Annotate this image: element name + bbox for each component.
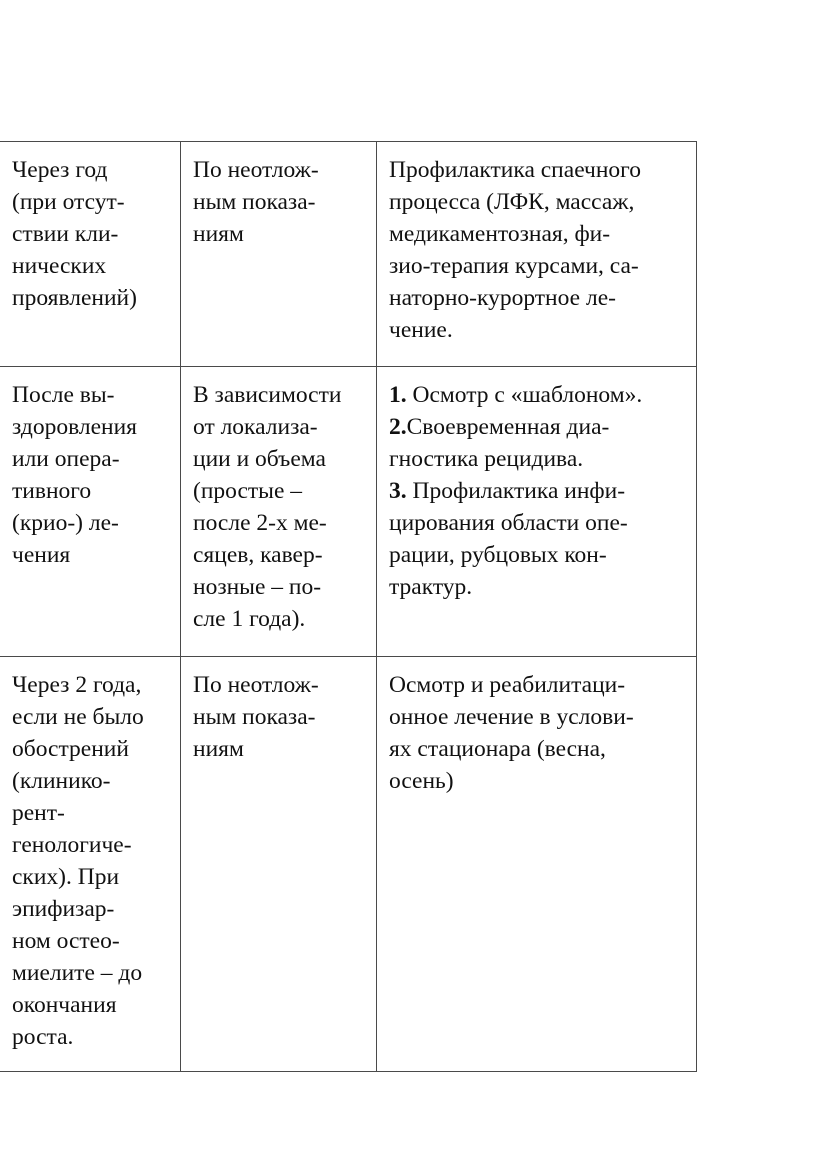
item-text: цирования области опе- (389, 510, 628, 536)
cell-text-line: ции и объема (193, 446, 326, 472)
cell-text-line: проявлений) (12, 285, 137, 311)
item-text: чение. (389, 317, 453, 343)
cell-text-line: ным показа- (193, 704, 316, 730)
cell-text-line: После вы- (12, 382, 115, 408)
cell-text-line: если не было (12, 704, 144, 730)
cell-text-line: тивного (12, 478, 92, 504)
measures-cell (377, 367, 697, 657)
measures-cell (377, 142, 697, 367)
cell-text-line (389, 571, 688, 603)
cell-text-line: нических (12, 253, 107, 279)
cell-text-line: Через год (12, 157, 108, 183)
cell-text-line: здоровления (12, 414, 137, 440)
cell-text-line (389, 443, 688, 475)
cell-text-line (389, 218, 688, 250)
cell-text-line: сле 1 года). (193, 606, 306, 632)
item-text: наторно-курортное ле- (389, 285, 616, 311)
cell-text-line: (клинико- (12, 768, 111, 794)
observation-period-cell (0, 142, 181, 367)
item-text: рации, рубцовых кон- (389, 542, 607, 568)
cell-text-line: после 2-х ме- (193, 510, 327, 536)
cell-text-line: чения (12, 542, 71, 568)
item-text: осень) (389, 768, 454, 794)
cell-text-line: Через 2 года, (12, 672, 142, 698)
item-text: процесса (ЛФК, массаж, (389, 189, 635, 215)
cell-text-line (389, 669, 688, 701)
cell-text-line: (при отсут- (12, 189, 125, 215)
cell-text-line: ным показа- (193, 189, 316, 215)
cell-text-line (389, 250, 688, 282)
item-text: Своевременная диа- (406, 414, 610, 440)
item-number: 2. (389, 414, 407, 440)
cell-text-line (389, 314, 688, 346)
item-text: зио-терапия курсами, са- (389, 253, 639, 279)
cell-text-line (389, 701, 688, 733)
examination-frequency-cell (181, 142, 377, 367)
cell-text-line: нозные – по- (193, 574, 322, 600)
cell-text-line (389, 733, 688, 765)
item-text: Профилактика спаечного (389, 157, 641, 183)
cell-text-line: сяцев, кавер- (193, 542, 323, 568)
cell-text-line: эпифизар- (12, 896, 115, 922)
cell-text-line: (простые – (193, 478, 303, 504)
cell-text-line: или опера- (12, 446, 120, 472)
cell-text-line: ниям (193, 221, 244, 247)
item-text: медикаментозная, фи- (389, 221, 611, 247)
item-text: Осмотр и реабилитаци- (389, 672, 626, 698)
table-row (0, 142, 697, 367)
table-row (0, 367, 697, 657)
cell-text-line (389, 282, 688, 314)
cell-text-line: По неотлож- (193, 157, 319, 183)
cell-text-line: ских). При (12, 864, 120, 890)
cell-text-line (389, 539, 688, 571)
cell-text-line: ниям (193, 736, 244, 762)
item-number: 3. (389, 478, 407, 504)
table-row (0, 657, 697, 1072)
cell-text-line: окончания (12, 992, 117, 1018)
observation-period-cell (0, 657, 181, 1072)
item-text: Профилактика инфи- (406, 478, 626, 504)
item-text: гностика рецидива. (389, 446, 584, 472)
follow-up-table (0, 141, 697, 1072)
cell-text-line (389, 507, 688, 539)
cell-text-line: (крио-) ле- (12, 510, 119, 536)
cell-text-line (389, 765, 688, 797)
item-text: онное лечение в услови- (389, 704, 634, 730)
observation-period-cell (0, 367, 181, 657)
cell-text-line (389, 186, 688, 218)
measures-cell (377, 657, 697, 1072)
cell-text-line: ствии кли- (12, 221, 119, 247)
examination-frequency-cell (181, 367, 377, 657)
cell-text-line: генологиче- (12, 832, 132, 858)
item-text: трактур. (389, 574, 473, 600)
cell-text-line: рент- (12, 800, 65, 826)
cell-text-line: роста. (12, 1024, 74, 1050)
cell-text-line: ном остео- (12, 928, 120, 954)
cell-text-line (389, 411, 688, 443)
cell-text-line: В зависимости (193, 382, 342, 408)
item-number: 1. (389, 382, 407, 408)
cell-text-line (389, 379, 688, 411)
cell-text-line (389, 475, 688, 507)
item-text: Осмотр с «шаблоном». (406, 382, 643, 408)
cell-text-line: По неотлож- (193, 672, 319, 698)
examination-frequency-cell (181, 657, 377, 1072)
cell-text-line: от локализа- (193, 414, 318, 440)
cell-text-line: миелите – до (12, 960, 143, 986)
item-text: ях стационара (весна, (389, 736, 606, 762)
cell-text-line (389, 154, 688, 186)
cell-text-line: обострений (12, 736, 129, 762)
